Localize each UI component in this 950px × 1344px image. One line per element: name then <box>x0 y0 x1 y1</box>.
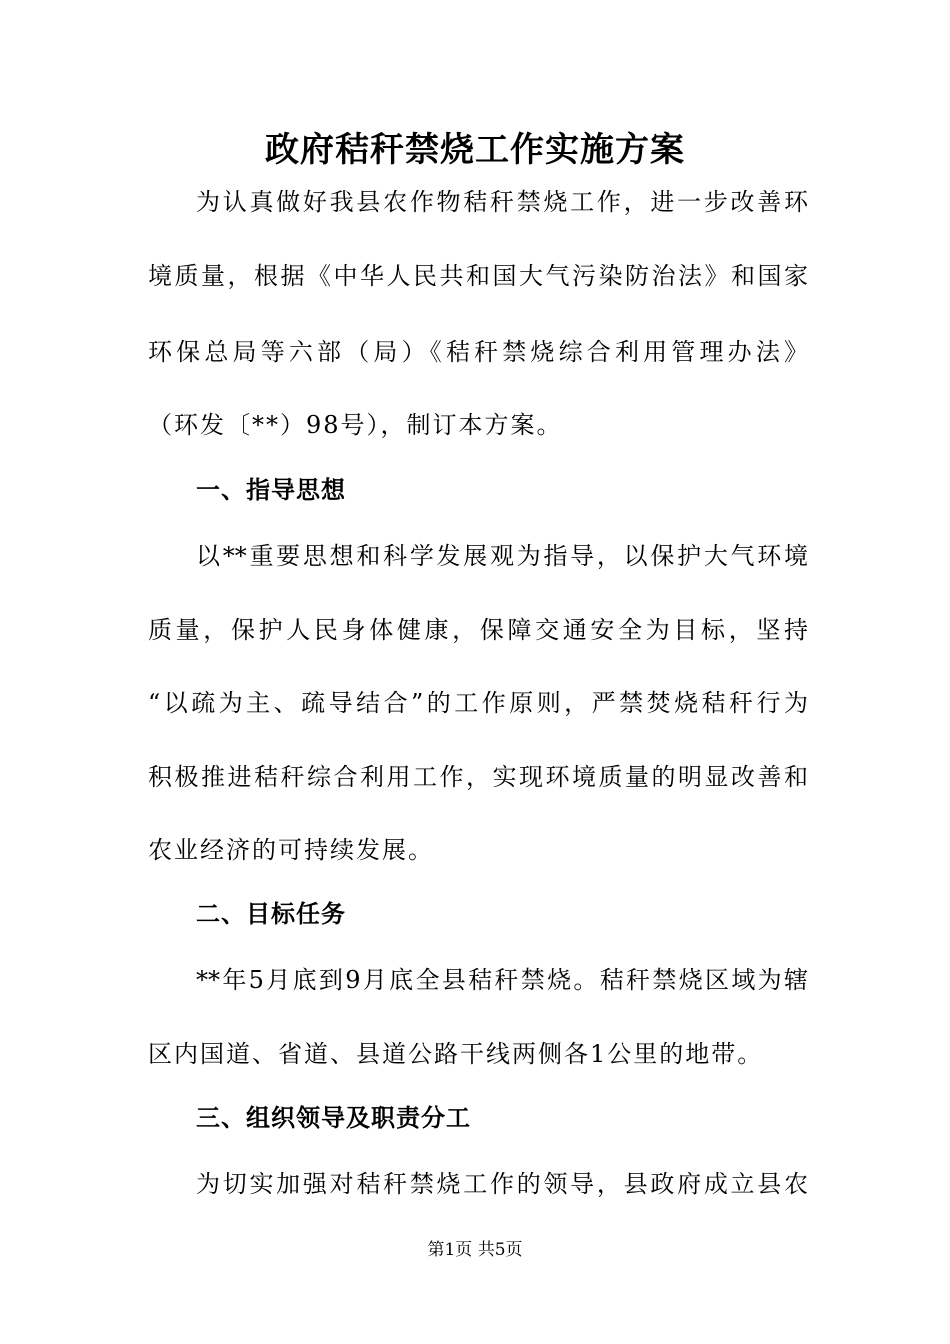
intro-line-3: 环保总局等六部（局）《秸秆禁烧综合利用管理办法》 <box>148 338 808 366</box>
intro-line-1: 为认真做好我县农作物秸秆禁烧工作，进一步改善环 <box>196 188 808 216</box>
section-3-line-1: 为切实加强对秸秆禁烧工作的领导，县政府成立县农 <box>196 1170 808 1198</box>
document-title: 政府秸秆禁烧工作实施方案 <box>265 130 685 170</box>
section-1-heading: 一、指导思想 <box>196 476 346 504</box>
intro-line-4: （环发〔**）98号），制订本方案。 <box>148 411 563 439</box>
section-2-line-2: 区内国道、省道、县道公路干线两侧各1公里的地带。 <box>148 1040 764 1068</box>
section-2-line-1: **年5月底到9月底全县秸秆禁烧。秸秆禁烧区域为辖 <box>196 966 808 994</box>
intro-line-2: 境质量，根据《中华人民共和国大气污染防治法》和国家 <box>148 262 808 290</box>
section-1-line-4: 积极推进秸秆综合利用工作，实现环境质量的明显改善和 <box>148 763 808 791</box>
section-1-line-2: 质量，保护人民身体健康，保障交通安全为目标，坚持 <box>148 616 808 644</box>
page-footer: 第1页 共5页 <box>427 1240 523 1260</box>
section-2-heading: 二、目标任务 <box>196 900 346 928</box>
section-1-line-3: “以疏为主、疏导结合”的工作原则，严禁焚烧秸秆行为 <box>148 689 808 717</box>
section-3-heading: 三、组织领导及职责分工 <box>196 1104 471 1132</box>
section-1-line-1: 以**重要思想和科学发展观为指导，以保护大气环境 <box>196 542 808 570</box>
section-1-line-5: 农业经济的可持续发展。 <box>148 836 434 864</box>
